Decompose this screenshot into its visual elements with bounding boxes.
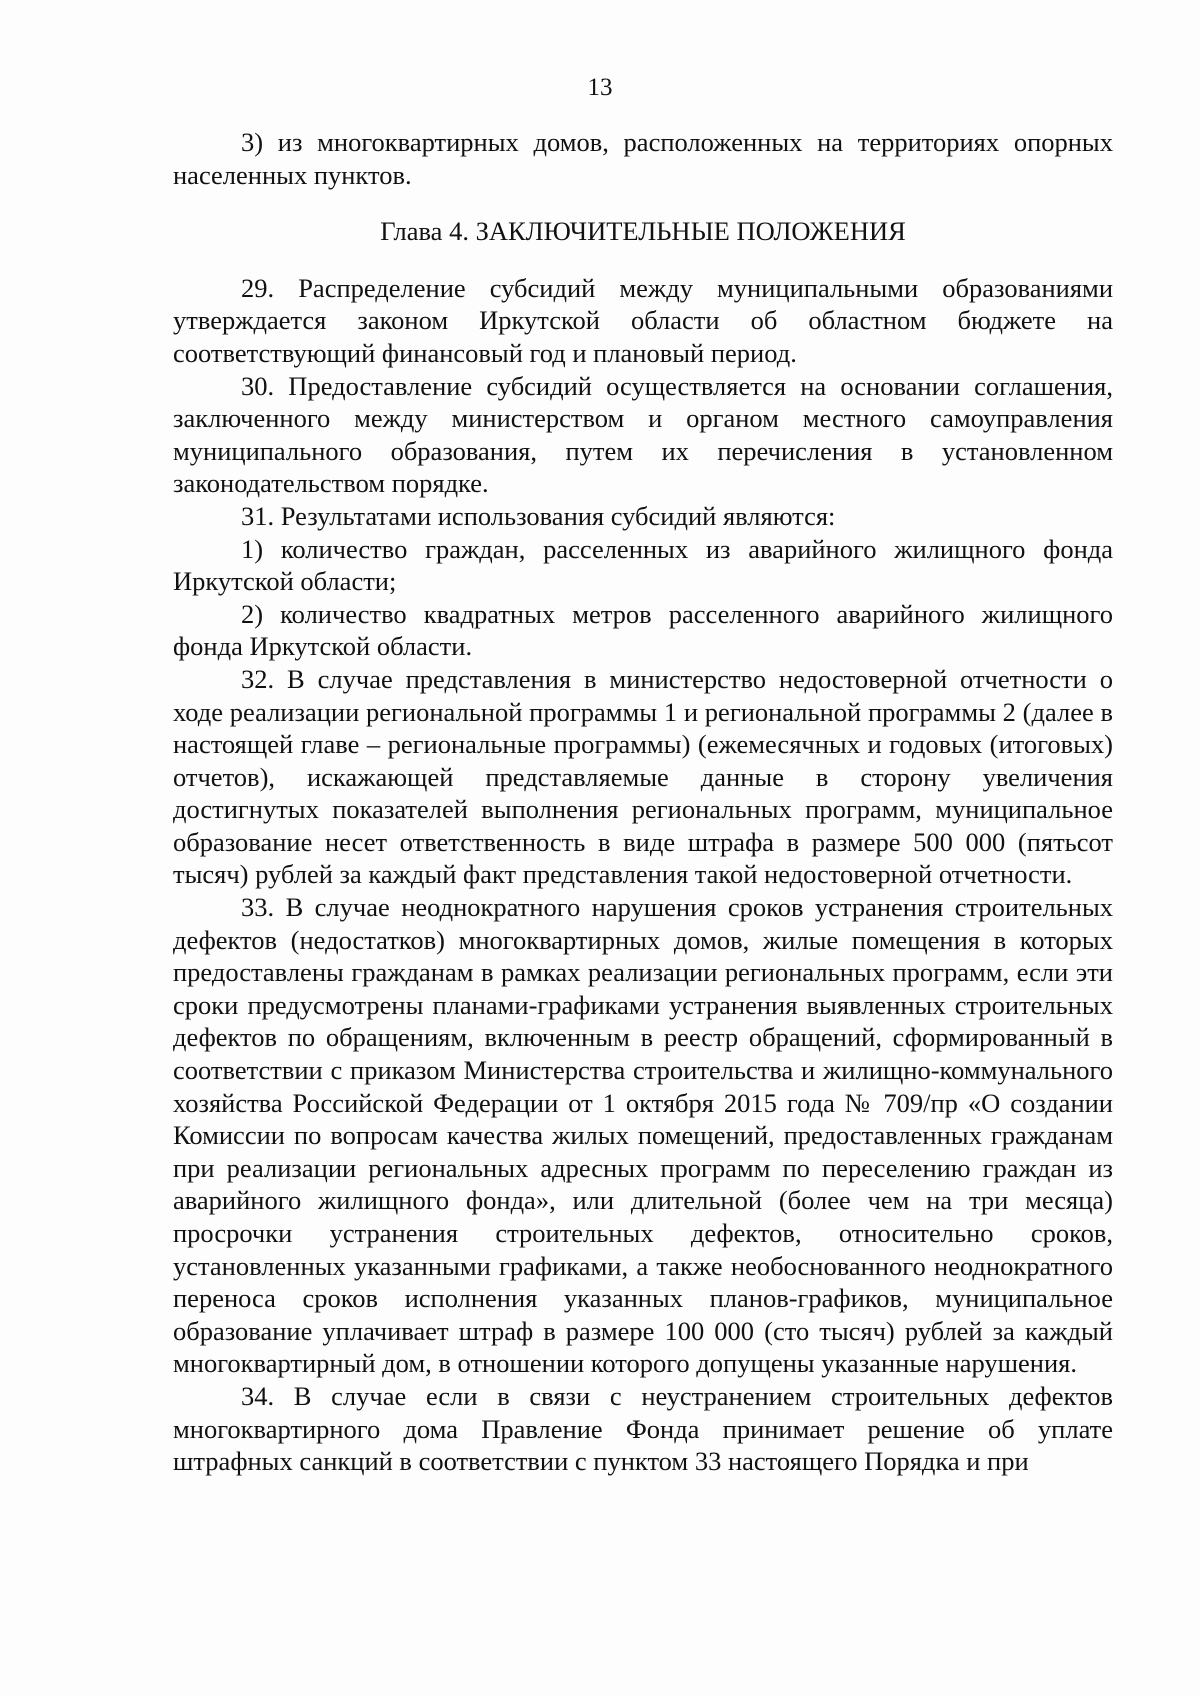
paragraph-31-item-1: 1) количество граждан, расселенных из аварийного жилищного фонда Иркутской области;: [173, 533, 1113, 597]
paragraph-29: 29. Распределение субсидий между муниципальными образованиями утверждается законом Иркутской области об областном бюджете на соответствующий финансовый год и плановый период.: [173, 272, 1113, 368]
paragraph-34: 34. В случае если в связи с неустранением строительных дефектов многоквартирного дома Правление Фонда принимает решение об уплате штрафных санкций в соответствии с пунктом 33 настоящего Порядка и при: [173, 1380, 1113, 1477]
paragraph-31: 31. Результатами использования субсидий являются:: [241, 500, 836, 531]
chapter-title: Глава 4. ЗАКЛЮЧИТЕЛЬНЫЕ ПОЛОЖЕНИЯ: [380, 216, 906, 247]
paragraph-33: 33. В случае неоднократного нарушения сроков устранения строительных дефектов (недостатков) многоквартирных домов, жилые помещения в которых предоставлены гражданам в рамках реализации региональных программ, если эти сроки предусмотрены планами-графиками устранения выявленных строительных дефектов по обращениям, включенным в реестр обращений, сформированный в соответствии с приказом Министерства строительства и жилищно-коммунального хозяйства Российской Федерации от 1 октября 2015 года № 709/пр «О создании Комиссии по вопросам качества жилых помещений, предоставленных гражданам при реализации региональных адресных программ по переселению граждан из аварийного жилищного фонда», или длительной (более чем на три месяца) просрочки устранения строительных дефектов, относительно сроков, установленных указанными графиками, а также необоснованного неоднократного переноса сроков исполнения указанных планов-графиков, муниципальное образование уплачивает штраф в размере 100 000 (сто тысяч) рублей за каждый многоквартирный дом, в отношении которого допущены указанные нарушения.: [173, 892, 1113, 1379]
paragraph-31-item-2: 2) количество квадратных метров расселенного аварийного жилищного фонда Иркутской области.: [173, 598, 1113, 662]
paragraph-30: 30. Предоставление субсидий осуществляется на основании соглашения, заключенного между министерством и органом местного самоуправления муниципального образования, путем их перечисления в установленном законодательством порядке.: [173, 370, 1113, 499]
document-body: [173, 126, 1113, 1478]
paragraph-item-3: 3) из многоквартирных домов, расположенных на территориях опорных населенных пунктов.: [173, 127, 1113, 190]
page-number: 13: [587, 74, 613, 101]
paragraph-32: 32. В случае представления в министерство недостоверной отчетности о ходе реализации региональной программы 1 и региональной программы 2 (далее в настоящей главе – региональные программы) (ежемесячных и годовых (итоговых) отчетов), искажающей представляемые данные в сторону увеличения достигнутых показателей выполнения региональных программ, муниципальное образование несет ответственность в виде штрафа в размере 500 000 (пятьсот тысяч) рублей за каждый факт представления такой недостоверной отчетности.: [173, 663, 1113, 890]
